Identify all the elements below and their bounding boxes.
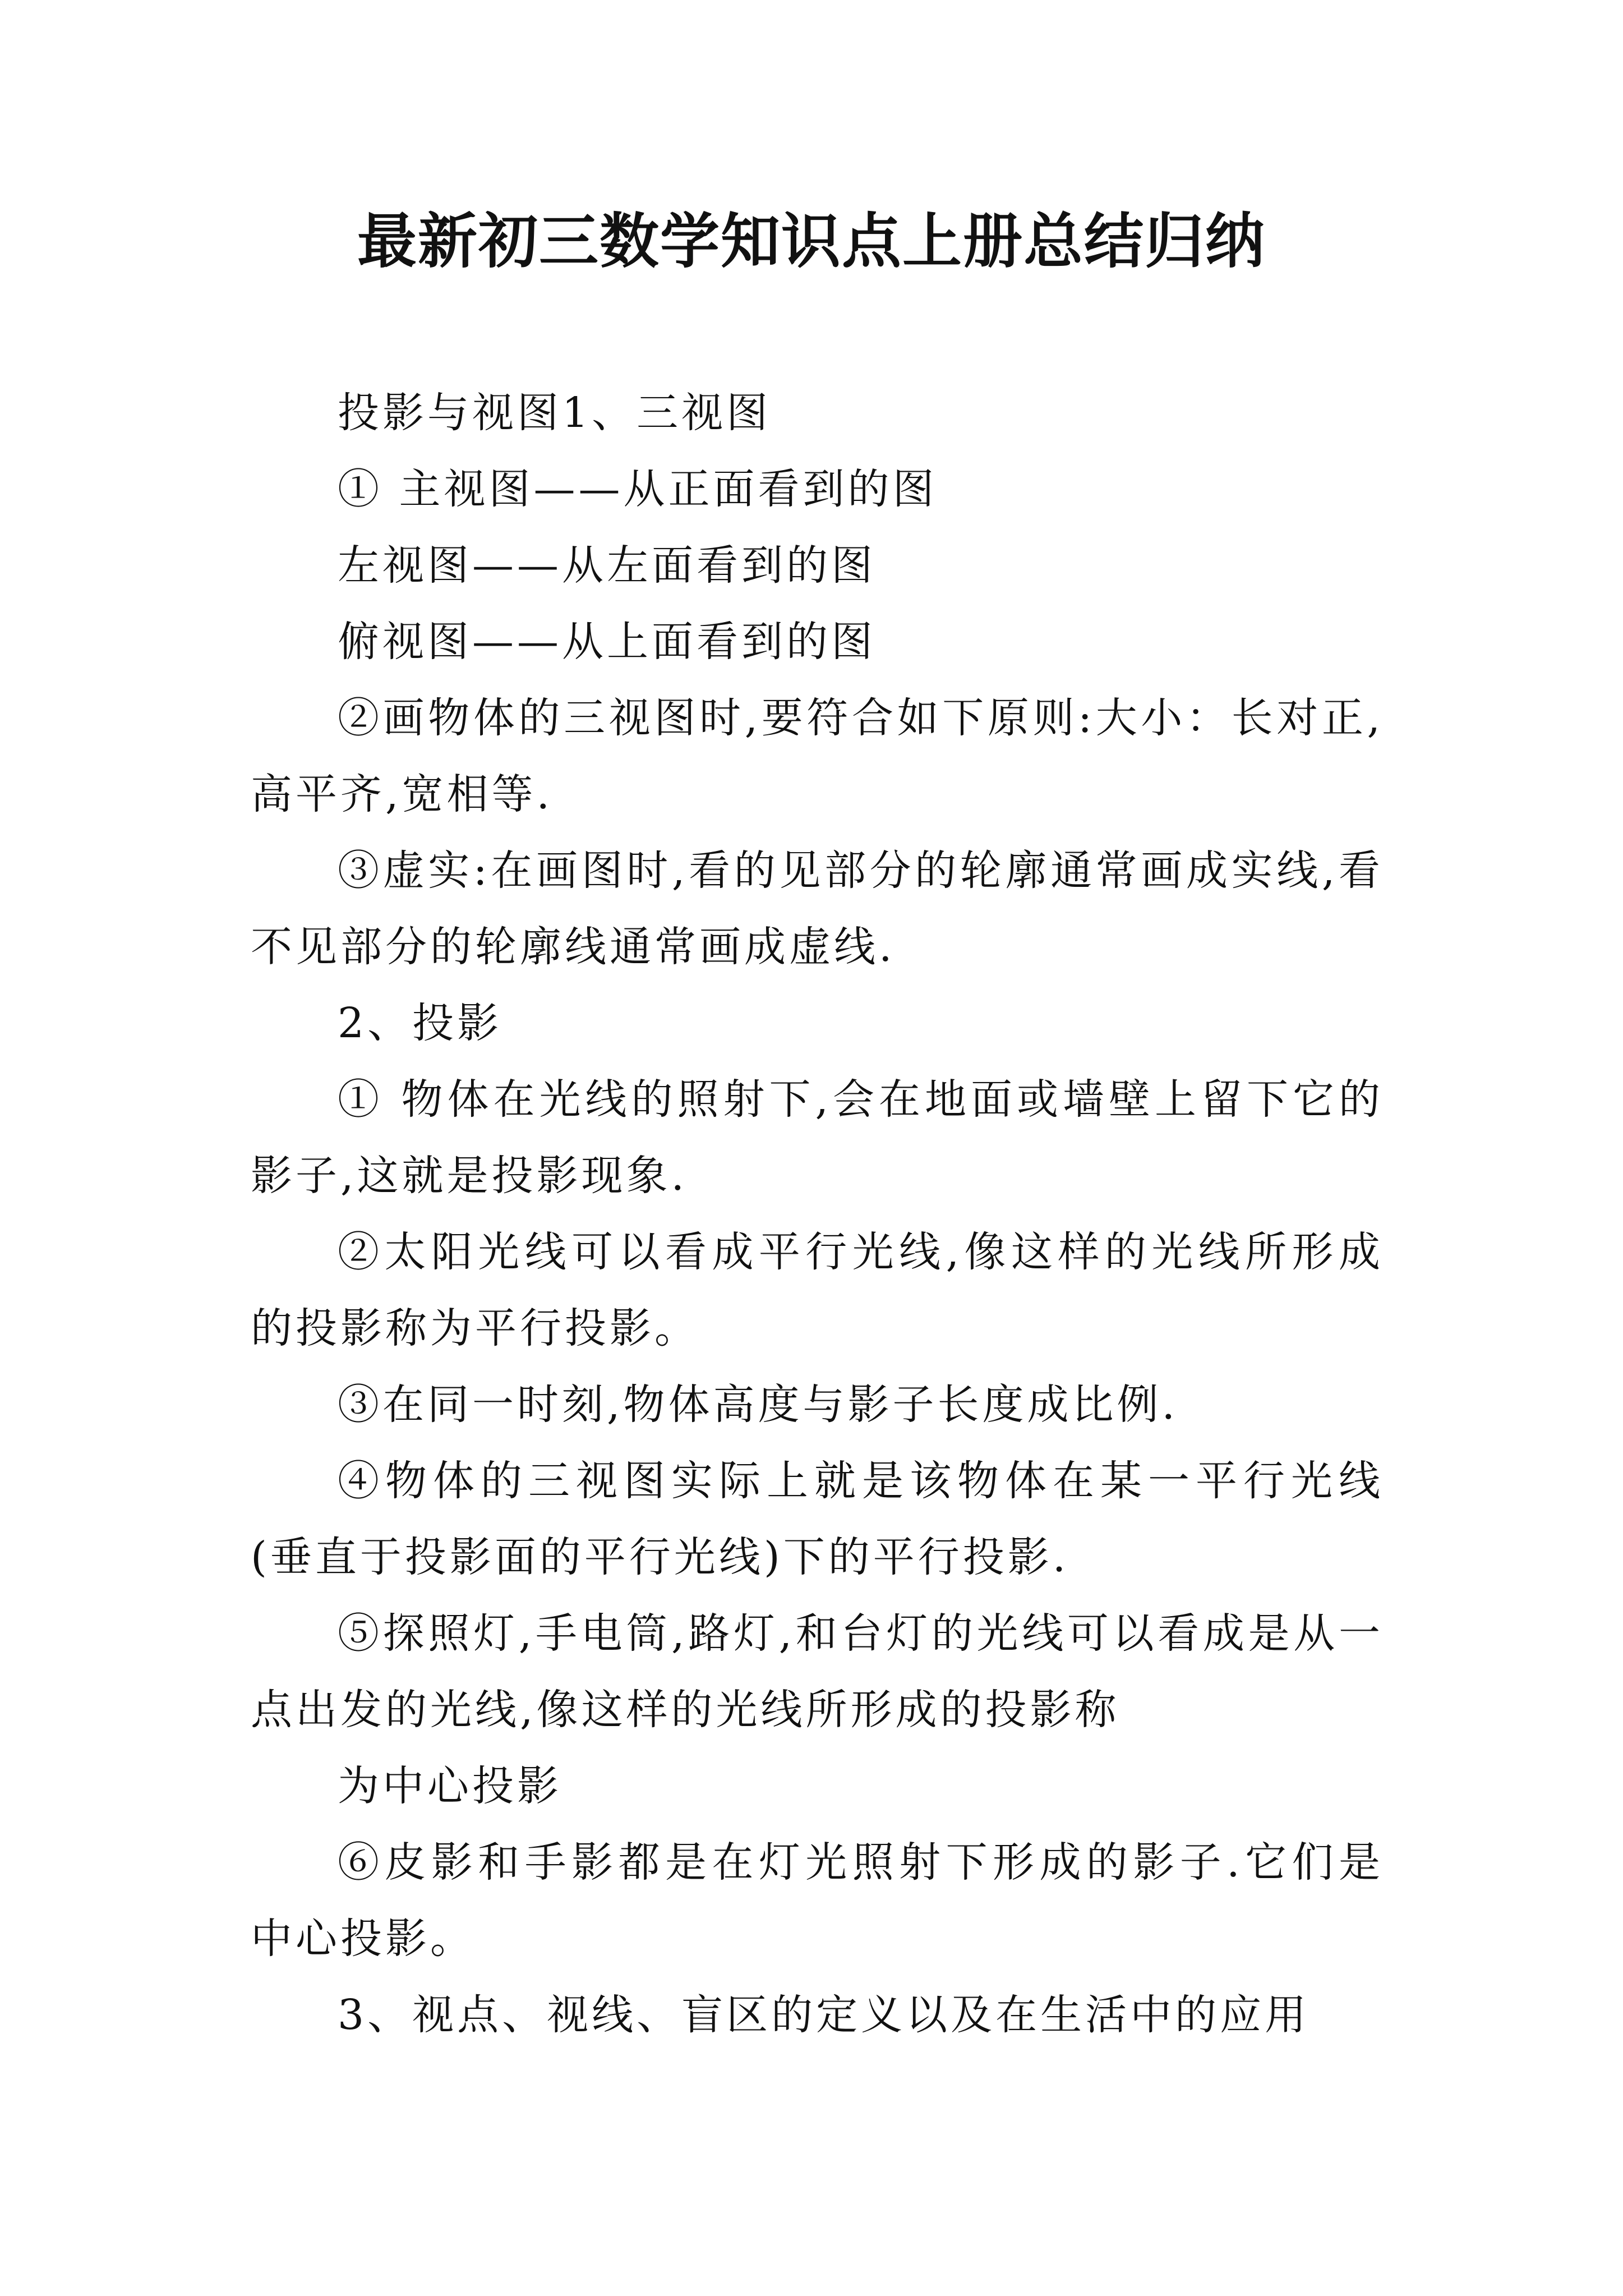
paragraph-12: ⑤探照灯,手电筒,路灯,和台灯的光线可以看成是从一点出发的光线,像这样的光线所形成的投影称 bbox=[251, 1609, 1384, 1734]
paragraph-2: ① 主视图——从正面看到的图 bbox=[338, 465, 938, 513]
paragraph-7: 2、投影 bbox=[338, 999, 502, 1047]
paragraph-10: ③在同一时刻,物体高度与影子长度成比例. bbox=[338, 1381, 1179, 1429]
paragraph-11: ④物体的三视图实际上就是该物体在某一平行光线(垂直于投影面的平行光线)下的平行投影. bbox=[251, 1457, 1384, 1581]
paragraph-1: 投影与视图1、三视图 bbox=[338, 389, 772, 437]
paragraph-9: ②太阳光线可以看成平行光线,像这样的光线所形成的投影称为平行投影。 bbox=[251, 1228, 1384, 1352]
paragraph-4: 俯视图——从上面看到的图 bbox=[338, 618, 876, 666]
paragraph-3: 左视图——从左面看到的图 bbox=[338, 541, 876, 590]
document-title: 最新初三数学知识点上册总结归纳 bbox=[357, 206, 1266, 276]
paragraph-8: ① 物体在光线的照射下,会在地面或墙壁上留下它的影子,这就是投影现象. bbox=[251, 1075, 1384, 1200]
paragraph-15: 3、视点、视线、盲区的定义以及在生活中的应用 bbox=[338, 1991, 1310, 2039]
paragraph-6: ③虚实:在画图时,看的见部分的轮廓通常画成实线,看不见部分的轮廓线通常画成虚线. bbox=[251, 846, 1384, 971]
paragraph-13: 为中心投影 bbox=[338, 1762, 562, 1810]
paragraph-14: ⑥皮影和手影都是在灯光照射下形成的影子.它们是中心投影。 bbox=[251, 1838, 1384, 1963]
document-body bbox=[251, 375, 1384, 2053]
paragraph-5: ②画物体的三视图时,要符合如下原则:大小：长对正,高平齐,宽相等. bbox=[251, 694, 1384, 818]
